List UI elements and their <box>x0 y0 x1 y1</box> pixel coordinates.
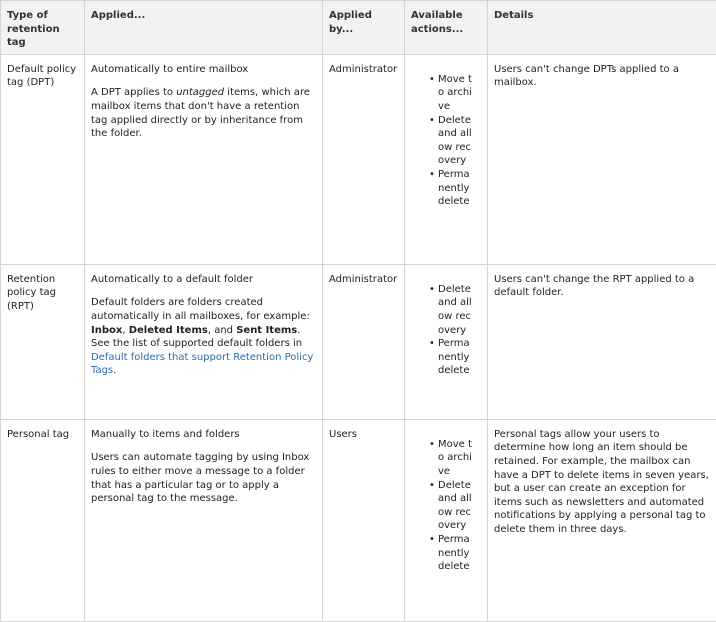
applied-cell <box>85 264 323 419</box>
details-cell: Users can't change the RPT applied to a default folder. <box>488 264 716 419</box>
table-row <box>1 54 716 264</box>
bullet-icon: • <box>429 114 435 128</box>
actions-list <box>411 73 481 209</box>
header-applied: Applied... <box>85 1 323 55</box>
applied-title: Manually to items and folders <box>91 428 316 442</box>
applied-title: Automatically to a default folder <box>91 273 316 287</box>
bullet-icon: • <box>429 168 435 182</box>
applied-description: Default folders are folders created automatically in all mailboxes, for example: Inbox, Deleted Items, and Sent Items. See the list of supported default folders in Default folders that support Retention Policy Tags. <box>91 296 316 378</box>
type-cell: Retention policy tag (RPT) <box>1 264 85 419</box>
bullet-icon: • <box>429 533 435 547</box>
list-item: • Delete and allow recovery <box>411 114 474 168</box>
actions-list <box>411 283 481 378</box>
applied-title: Automatically to entire mailbox <box>91 63 316 77</box>
applied-description: Users can automate tagging by using Inbox rules to either move a message to a folder that has a particular tag or to apply a personal tag to the message. <box>91 451 316 505</box>
list-item: • Permanently delete <box>411 168 474 209</box>
table-header-row <box>1 1 716 55</box>
actions-cell <box>405 54 488 264</box>
header-applied-by: Applied by... <box>323 1 405 55</box>
applied-cell <box>85 54 323 264</box>
header-actions: Available actions... <box>405 1 488 55</box>
applied-by-cell: Administrator <box>323 264 405 419</box>
applied-by-cell: Users <box>323 419 405 621</box>
list-item: • Permanently delete <box>411 533 474 574</box>
details-cell: Users can't change DPTs applied to a mailbox. <box>488 54 716 264</box>
list-item: • Delete and allow recovery <box>411 283 474 337</box>
default-folders-link[interactable]: Default folders that support Retention Policy Tags <box>91 352 313 377</box>
applied-description: A DPT applies to untagged items, which are mailbox items that don't have a retention tag applied directly or by inheritance from the folder. <box>91 86 316 140</box>
bullet-icon: • <box>429 73 435 87</box>
header-details: Details <box>488 1 716 55</box>
type-cell: Personal tag <box>1 419 85 621</box>
list-item: • Move to archive <box>411 73 474 114</box>
header-type: Type of retention tag <box>1 1 85 55</box>
bullet-icon: • <box>429 479 435 493</box>
type-cell: Default policy tag (DPT) <box>1 54 85 264</box>
actions-list <box>411 438 481 574</box>
list-item: • Move to archive <box>411 438 474 479</box>
actions-cell <box>405 419 488 621</box>
applied-cell <box>85 419 323 621</box>
table-row <box>1 264 716 419</box>
actions-cell <box>405 264 488 419</box>
details-cell: Personal tags allow your users to determine how long an item should be retained. For example, the mailbox can have a DPT to delete items in seven years, but a user can create an exception for items such as newsletters and automated notifications by applying a personal tag to delete them in three days. <box>488 419 716 621</box>
bullet-icon: • <box>429 283 435 297</box>
list-item: • Permanently delete <box>411 337 474 378</box>
list-item: • Delete and allow recovery <box>411 479 474 533</box>
applied-by-cell: Administrator <box>323 54 405 264</box>
bullet-icon: • <box>429 438 435 452</box>
table-row <box>1 419 716 621</box>
bullet-icon: • <box>429 337 435 351</box>
